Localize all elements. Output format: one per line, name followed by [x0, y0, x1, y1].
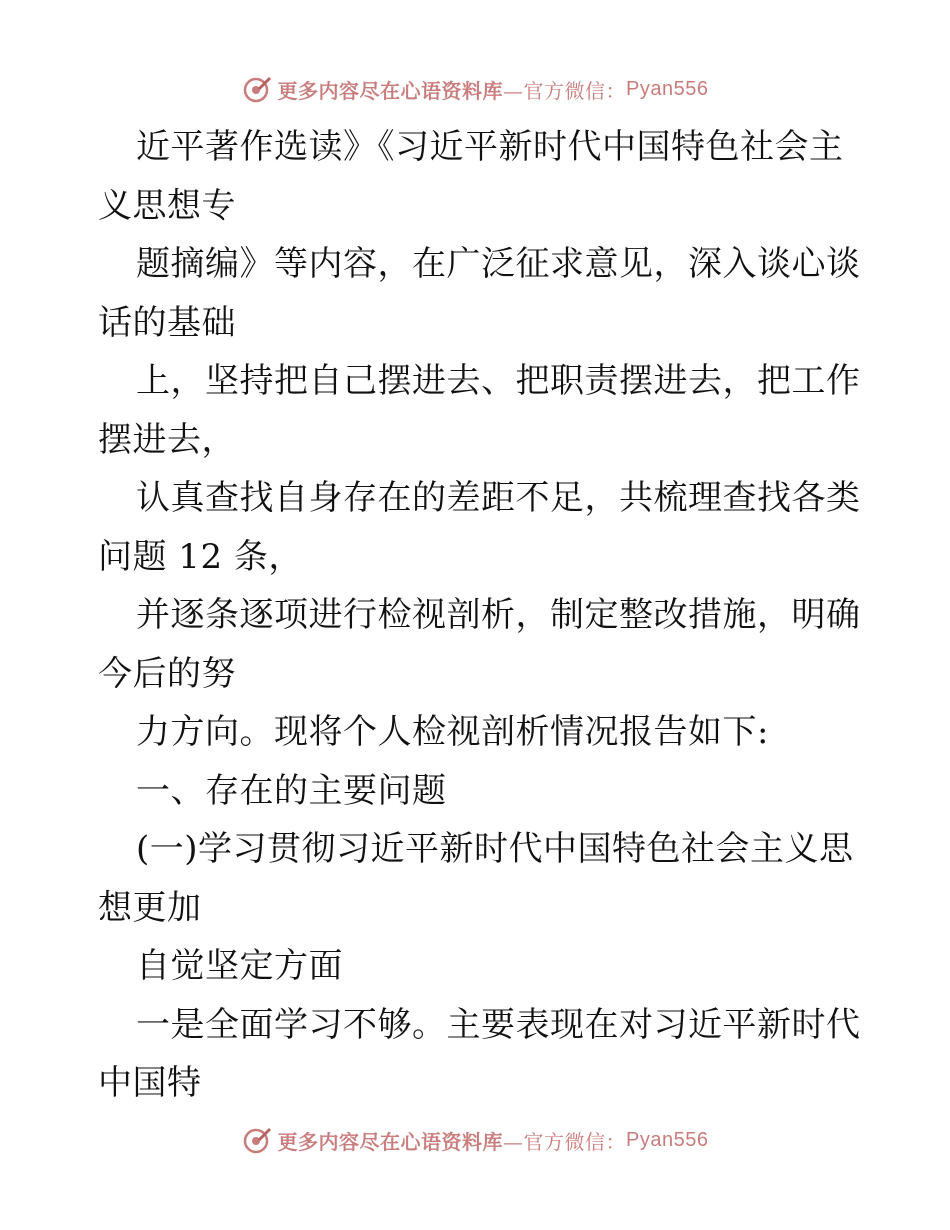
body-line: 认真查找自身存在的差距不足，共梳理查找各类 [136, 478, 861, 518]
subsection-heading-cont: 自觉坚定方面 [136, 946, 343, 986]
body-line: 义思想专 [98, 185, 236, 226]
watermark-separator: —官方微信： [503, 1129, 627, 1154]
document-body [98, 118, 861, 1113]
watermark-wechat-id: Pyan556 [626, 77, 709, 100]
body-line: 问题 12 条， [98, 536, 303, 577]
header-watermark [0, 72, 950, 106]
pen-logo-icon [242, 74, 272, 104]
subsection-heading-cont: 想更加 [98, 887, 202, 928]
watermark-label: 更多内容尽在心语资料库 [277, 78, 504, 103]
pen-logo-icon [242, 1125, 272, 1155]
body-line: 力方向。现将个人检视剖析情况报告如下: [136, 712, 769, 752]
watermark-separator: —官方微信： [503, 78, 627, 103]
body-line: 话的基础 [98, 302, 236, 343]
body-line: 摆进去， [98, 419, 236, 460]
body-line: 并逐条逐项进行检视剖析，制定整改措施，明确 [136, 595, 861, 635]
body-line: 一是全面学习不够。主要表现在对习近平新时代 [136, 1004, 861, 1045]
body-line: 题摘编》等内容，在广泛征求意见，深入谈心谈 [136, 244, 861, 284]
watermark-wechat-id: Pyan556 [626, 1128, 709, 1151]
body-line: 上，坚持把自己摆进去、把职责摆进去，把工作 [136, 361, 861, 401]
footer-watermark [0, 1123, 950, 1157]
subsection-heading: (一)学习贯彻习近平新时代中国特色社会主义思 [136, 829, 854, 869]
body-line: 中国特 [98, 1063, 202, 1103]
body-line: 今后的努 [98, 653, 236, 694]
watermark-label: 更多内容尽在心语资料库 [277, 1129, 504, 1154]
section-heading: 一、存在的主要问题 [136, 770, 447, 811]
body-line: 近平著作选读》《习近平新时代中国特色社会主 [136, 127, 844, 167]
